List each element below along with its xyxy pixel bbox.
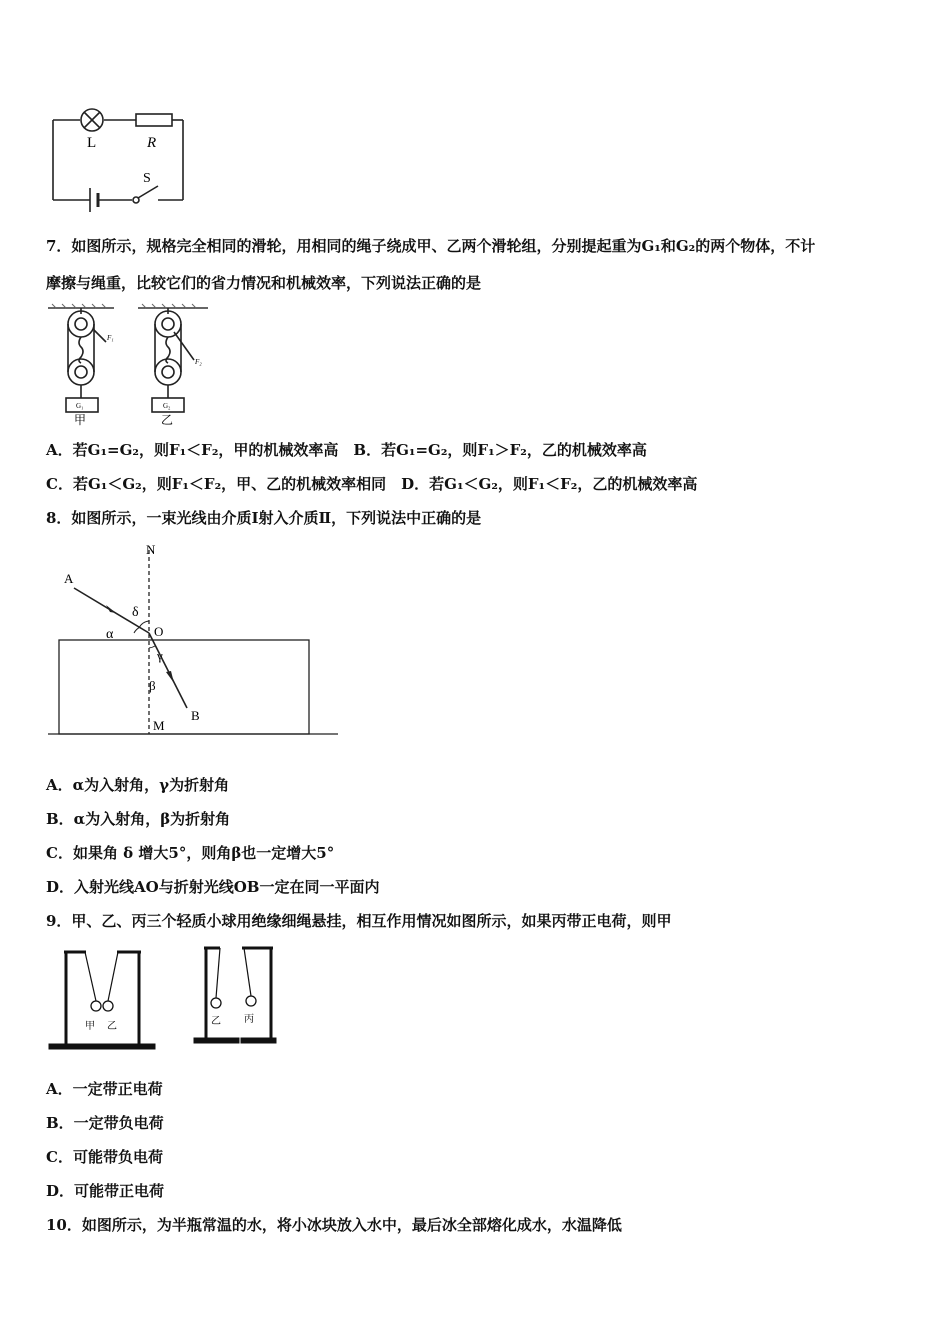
q9-option-c: C．可能带负电荷 bbox=[46, 1148, 163, 1166]
q9-option-d: D．可能带正电荷 bbox=[46, 1182, 165, 1200]
circuit-figure bbox=[40, 100, 200, 220]
normal-n-label: N bbox=[146, 542, 156, 557]
weight-g1-label: G₁ bbox=[76, 402, 84, 410]
q7-stem-line2: 摩擦与绳重，比较它们的省力情况和机械效率，下列说法正确的是 bbox=[46, 274, 482, 292]
ball-yi-left bbox=[103, 1001, 113, 1011]
lamp-label: L bbox=[87, 135, 97, 151]
ball-bing bbox=[246, 996, 256, 1006]
charged-balls-figure bbox=[44, 944, 284, 1052]
switch-label: S bbox=[143, 171, 151, 186]
ball-jia bbox=[91, 1001, 101, 1011]
resistor-symbol bbox=[136, 114, 172, 126]
weight-g2-label: G₂ bbox=[163, 402, 171, 410]
ball-yi-label-right: 乙 bbox=[211, 1016, 221, 1027]
ball-yi-right bbox=[211, 998, 221, 1008]
refraction-figure bbox=[44, 538, 344, 740]
point-b-label: B bbox=[191, 708, 200, 723]
q9-option-a: A．一定带正电荷 bbox=[46, 1080, 163, 1098]
q7-stem-line1: 7．如图所示，规格完全相同的滑轮，用相同的绳子绕成甲、乙两个滑轮组，分别提起重为G₁和G₂的两个物体，不计 bbox=[46, 237, 816, 255]
ball-bing-label: 丙 bbox=[244, 1014, 254, 1025]
q10-stem: 10．如图所示，为半瓶常温的水，将小冰块放入水中，最后冰全部熔化成水，水温降低 bbox=[46, 1216, 622, 1234]
q8-option-b: B．α为入射角，β为折射角 bbox=[46, 810, 231, 828]
q8-option-a: A．α为入射角，γ为折射角 bbox=[46, 776, 230, 794]
angle-gamma-label: γ bbox=[157, 648, 163, 663]
pulley-figure bbox=[44, 302, 224, 426]
pulley-set-jia bbox=[66, 308, 106, 412]
q7-options-ab: A．若G₁=G₂，则F₁＜F₂，甲的机械效率高 B．若G₁=G₂，则F₁＞F₂，乙的机械效率高 bbox=[46, 441, 647, 459]
q8-option-c: C．如果角 δ 增大5°，则角β也一定增大5° bbox=[46, 844, 335, 862]
circuit-diagram bbox=[40, 100, 200, 220]
point-m-label: M bbox=[153, 718, 165, 733]
q9-stem: 9．甲、乙、丙三个轻质小球用绝缘细绳悬挂，相互作用情况如图所示，如果丙带正电荷，则甲 bbox=[46, 912, 672, 930]
angle-alpha-label: α bbox=[106, 627, 114, 642]
force-f2-label: F₂ bbox=[195, 358, 202, 366]
pulley-jia-label: 甲 bbox=[74, 413, 87, 426]
pulley-yi-label: 乙 bbox=[161, 413, 174, 426]
angle-beta-label: β bbox=[149, 678, 156, 693]
force-f1-label: F₁ bbox=[107, 334, 114, 342]
ball-jia-label: 甲 bbox=[85, 1021, 95, 1032]
q7-options-cd: C．若G₁＜G₂，则F₁＜F₂，甲、乙的机械效率相同 D．若G₁＜G₂，则F₁＜F₂，乙的机械效率高 bbox=[46, 475, 698, 493]
medium-block bbox=[59, 640, 309, 734]
angle-delta-label: δ bbox=[132, 605, 139, 620]
q8-stem: 8．如图所示，一束光线由介质Ⅰ射入介质Ⅱ，下列说法中正确的是 bbox=[46, 509, 482, 527]
q8-option-d: D．入射光线AO与折射光线OB一定在同一平面内 bbox=[46, 878, 380, 896]
resistor-label: R bbox=[147, 135, 157, 151]
pulley-set-yi bbox=[152, 308, 194, 412]
point-o-label: O bbox=[154, 624, 164, 639]
refracted-ray bbox=[149, 633, 187, 708]
point-a-label: A bbox=[64, 571, 74, 586]
switch-lever bbox=[138, 186, 158, 198]
q9-option-b: B．一定带负电荷 bbox=[46, 1114, 164, 1132]
ball-yi-label-left: 乙 bbox=[107, 1021, 117, 1032]
